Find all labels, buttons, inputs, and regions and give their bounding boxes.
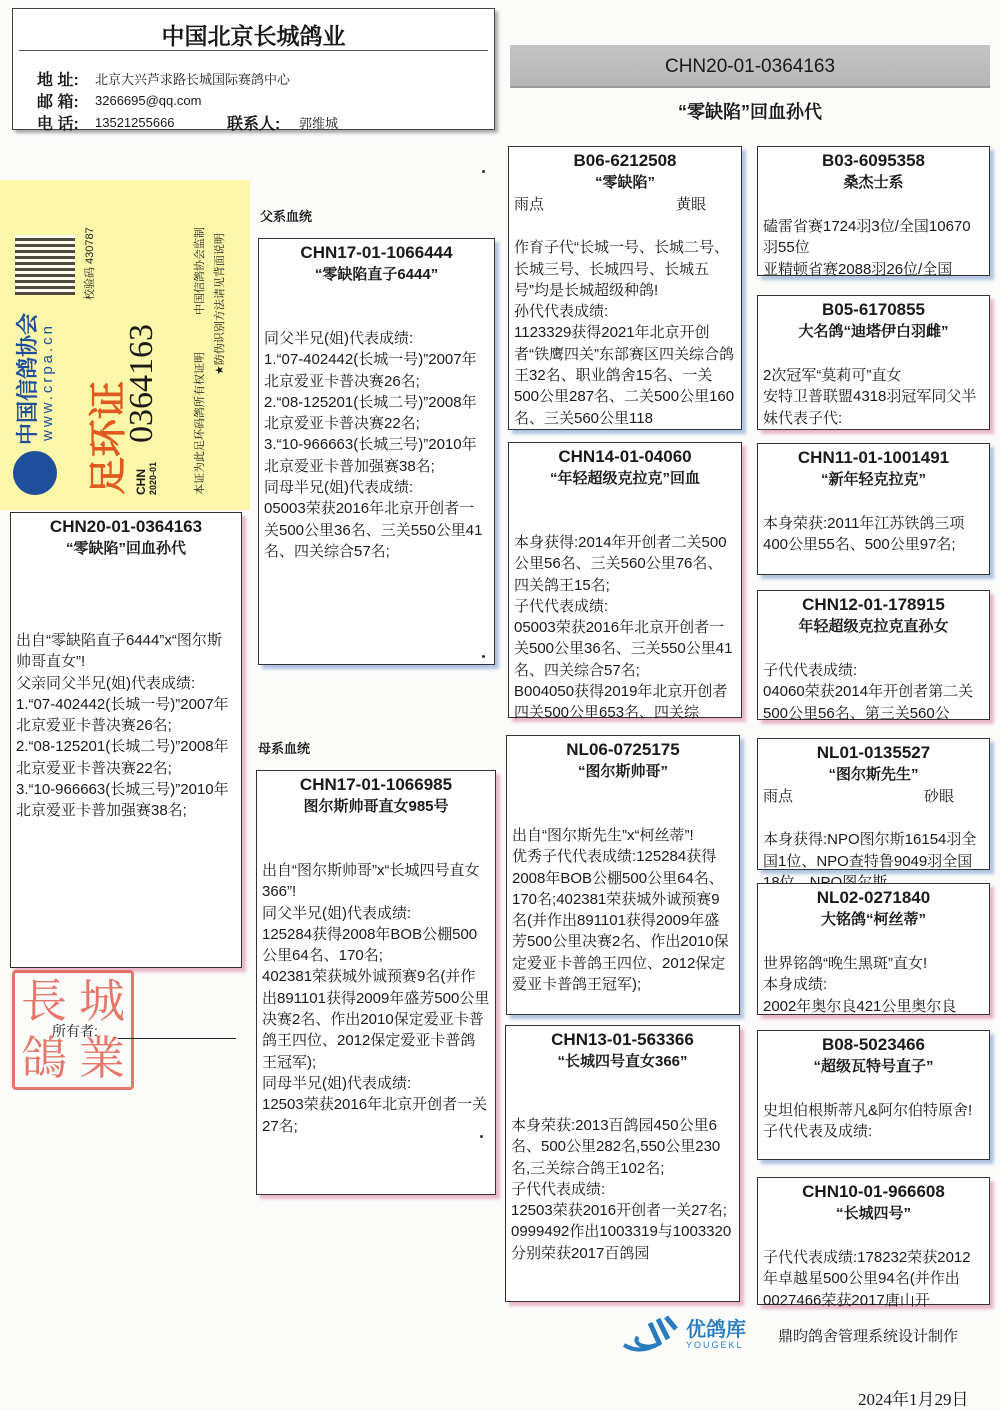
pedigree-card-ddd [757, 1177, 990, 1309]
pigeon-name: “长城四号” [835, 1205, 911, 1222]
record-line: 父亲同父半兄(姐)代表成绩: [16, 674, 196, 692]
record-line: 子代代表及成绩: [763, 1123, 873, 1141]
org-site: www.crpa.cn [39, 322, 56, 441]
record-line: 本身获得:2014年开创者二关500公里56名、三关560公里76名、四关鸽王15名; [514, 534, 727, 594]
pedigree-card-dds [757, 1030, 990, 1160]
pedigree-card-sdd [757, 590, 990, 720]
sire-line-label: 父系血统 [260, 209, 313, 224]
record-line: 安特卫普联盟4318羽冠军同父半妹代表子代: [763, 388, 977, 427]
cert-note-1: 本证为此足环码鸽所有权证明 [194, 352, 206, 495]
logo-name: 优鸽库 [686, 1319, 746, 1341]
record-line: 2.“08-125201(长城二号)”2008年北京爱亚卡普决赛22名; [16, 738, 229, 777]
ring-number-banner: CHN20-01-0364163 [510, 45, 990, 88]
record-line: 同母半兄(姐)代表成绩: [264, 479, 414, 497]
record-line: 子代代表成绩: [763, 662, 858, 679]
ring-id: CHN20-01-0364163 [49, 517, 203, 536]
pedigree-card-sire [258, 238, 495, 665]
record-line: 出自“零缺陷直子6444”x“图尔斯帅哥直女”! [16, 632, 222, 671]
pigeon-name: “零缺陷直子6444” [314, 266, 439, 283]
ring-id: CHN12-01-178915 [802, 595, 945, 614]
pigeon-name: “长城四号直女366” [557, 1053, 688, 1070]
ring-id: B03-6095358 [821, 151, 926, 170]
record-line: 04060荣获2014年开创者第二关500公里56名、第三关560公 [763, 683, 974, 722]
record-line: 出自“图尔斯帅哥”x“长城四号直女366”! [262, 862, 480, 901]
pigeon-name: “零缺陷” [594, 174, 655, 191]
ring-id: B08-5023466 [821, 1035, 926, 1054]
pedigree-card-dsd [757, 883, 990, 1015]
pigeon-name: “图尔斯帅哥” [577, 763, 668, 780]
address-label: 地 址: [37, 72, 79, 89]
maker-credit: 鼎昀鸽舍管理系统设计制作 [778, 1328, 959, 1345]
crpa-logo-icon [13, 451, 57, 495]
email: 3266695@qq.com [95, 93, 202, 108]
pedigree-card-sss [757, 146, 990, 276]
pedigree-card-ssd [757, 295, 990, 430]
pigeon-name: “零缺陷”回血孙代 [65, 540, 186, 557]
breeder-header [12, 8, 495, 133]
record-line: 世界铭鸽“晚生黑斑”直女! [763, 955, 928, 972]
owner-label: 所有者: [52, 1023, 98, 1039]
record-line: 本身荣获:2011年江苏铁鸽三项400公里55名、500公里97名; [763, 515, 965, 554]
ring-id: NL02-0271840 [816, 888, 931, 907]
feather-color: 雨点 [763, 788, 794, 805]
record-line: 作育子代“长城一号、长城二号、长城三号、长城四号、长城五号”均是长城超级种鸽! [514, 239, 729, 299]
yougeku-logo [620, 1315, 746, 1355]
pedigree-card-dss [757, 738, 990, 870]
record-line: 子代代表成绩: [514, 597, 609, 615]
phone: 13521255666 [95, 115, 175, 130]
pigeon-name: 大名鸽“迪塔伊白羽雌” [798, 323, 949, 340]
pigeon-subtitle: “零缺陷”回血孙代 [678, 102, 822, 122]
record-line: 05003荣获2016年北京开创者一关500公里36名、三关550公里41名、四关综合57名; [264, 500, 483, 560]
record-line: 本身获得:NPO图尔斯16154羽全国1位、NPO查特鲁9049羽全国 [763, 831, 977, 870]
record-line: 1.“07-402442(长城一号)”2007年北京爱亚卡普决赛26名; [16, 695, 229, 735]
ring-id: CHN10-01-966608 [802, 1182, 945, 1201]
record-line: 亚精顿省赛2088羽26位/全国 [763, 260, 953, 278]
record-line: 同母半兄(姐)代表成绩: [262, 1074, 412, 1092]
ring-id: CHN13-01-563366 [551, 1030, 694, 1049]
logo-en: YOUGEKL [686, 1340, 744, 1350]
record-line: 磕雷省赛1724羽3位/全国10670羽55位 [763, 218, 971, 257]
ring-prefix: CHN [134, 469, 148, 495]
ring-number: 0364163 [123, 324, 160, 443]
record-line: 05003荣获2016年北京开创者一关500公里36名、三关550公里41名、四关综合57名; [514, 619, 733, 679]
contact-label: 联系人: [227, 116, 281, 133]
ring-id: CHN11-01-1001491 [797, 448, 950, 467]
eye-type: 砂眼 [923, 788, 954, 805]
pigeon-name: “年轻超级克拉克”回血 [549, 470, 700, 487]
record-line: 同父半兄(姐)代表成绩: [264, 330, 414, 347]
ring-year: 2020-01 [148, 461, 158, 495]
record-line: 12503荣获2016年北京开创者一关27名; [262, 1096, 488, 1135]
record-line: 同父半兄(姐)代表成绩: [262, 904, 412, 922]
pedigree-card-subject [10, 512, 242, 968]
record-line: 3.“10-966663(长城三号)”2010年北京爱亚卡普加强赛38名; [16, 781, 229, 820]
record-line: 出自“图尔斯先生”x“柯丝蒂”! [512, 827, 694, 844]
eye-type: 黄眼 [675, 196, 706, 213]
pedigree-card-dam [256, 770, 496, 1195]
record-line: 优秀子代代表成绩:125284获得2008年BOB公棚500公里64名、170名;402381荣获城外诚预赛9名(并作出891101获得2009年盛芳500公里决赛2名、作出2010保定爱亚卡普鸽王四位、2012保定爱亚卡普鸽王冠军); [512, 848, 729, 994]
breeder-title: 中国北京长城鸽业 [19, 9, 488, 51]
ring-certificate [0, 180, 250, 510]
phone-label: 电 话: [37, 116, 79, 133]
ring-id: NL06-0725175 [566, 740, 680, 759]
pigeon-name: “图尔斯先生” [828, 766, 919, 783]
owner-signature-line [118, 1038, 236, 1039]
cert-note-3: ★防伪识别方法请见背面说明 [214, 233, 226, 375]
record-line: 1.“07-402442(长城一号)”2007年北京爱亚卡普决赛26名; [264, 351, 477, 390]
address: 北京大兴芦求路长城国际赛鸽中心 [95, 72, 291, 87]
cert-note-2: 中国信鸽协会监制 [194, 227, 206, 315]
dam-line-label: 母系血统 [258, 741, 311, 756]
pedigree-card-sd [508, 442, 742, 722]
ring-id: CHN14-01-04060 [558, 447, 692, 466]
pigeon-name: 大铭鸽“柯丝蒂” [820, 911, 926, 928]
record-line: 子代代表成绩:178232荣获2012年卓越星500公里94名(并作出0027466荣获2017唐山开 [763, 1249, 971, 1309]
ring-id: CHN17-01-1066444 [300, 243, 453, 262]
record-line: B004050获得2019年北京开创者四关500公里653名、四关综 [514, 683, 728, 722]
record-line: 2002年奥尔良421公里奥尔良 [763, 997, 957, 1015]
pigeon-name: “新年轻克拉克” [820, 471, 926, 488]
record-line: 125284获得2008年BOB公棚500公里64名、170名; [262, 925, 478, 965]
pedigree-card-dd [505, 1025, 740, 1302]
ring-id: NL01-0135527 [816, 743, 931, 762]
record-line: 3.“10-966663(长城三号)”2010年北京爱亚卡普加强赛38名; [264, 436, 477, 475]
record-line: 1123329获得2021年北京开创者“铁鹰四关”东部赛区四关综合鸽王32名、职业鸽舍15名、一关500公里287名、二关500公里160名、三关560公里118 [514, 324, 735, 427]
email-label: 邮 箱: [37, 94, 79, 111]
pigeon-name: “超级瓦特号直子” [813, 1058, 934, 1075]
record-line: 本身成绩: [763, 976, 828, 994]
pedigree-card-ds [506, 735, 740, 1015]
ring-id: B05-6170855 [821, 300, 926, 319]
wave-bird-icon [620, 1315, 680, 1355]
certificate-title: 足环证 [85, 380, 130, 495]
record-line: 本身荣获:2013百鸽园450公里6名、500公里282名,550公里230名,三关综合鸽王102名; [511, 1117, 721, 1177]
check-code: 校验码 430787 [84, 227, 96, 300]
pedigree-card-sds [757, 443, 990, 575]
ring-id: B06-6212508 [573, 151, 677, 170]
qr-code-icon [15, 235, 75, 295]
pigeon-name: 图尔斯帅哥直女985号 [303, 798, 449, 815]
ring-id: CHN17-01-1066985 [299, 775, 453, 794]
org-name: 中国信鸽协会 [15, 312, 40, 445]
pigeon-name: 桑杰士系 [843, 174, 904, 191]
contact: 郭维城 [299, 116, 339, 131]
record-line: 孙代代表成绩: [514, 303, 609, 321]
print-date: 2024年1月29日 [858, 1390, 969, 1409]
feather-color: 雨点 [514, 196, 545, 213]
record-line: 史坦伯根斯蒂凡&阿尔伯特原舍! [763, 1102, 973, 1119]
pedigree-card-ss [508, 146, 742, 430]
owner-seal: 長 城 鴿 業 [12, 970, 134, 1090]
record-line: 12503荣获2016开创者一关27名; [511, 1202, 727, 1220]
record-line: 2次冠军“莫莉可”直女 [763, 367, 902, 384]
record-line: 子代代表成绩: [511, 1180, 606, 1198]
record-line: 402381荣获城外诚预赛9名(并作出891101获得2009年盛芳500公里决赛2名、作出2010保定爱亚卡普鸽王四位、2012保定爱亚卡普鸽王冠军); [262, 968, 490, 1071]
pigeon-name: 年轻超级克拉克直孙女 [798, 618, 949, 635]
record-line: 2.“08-125201(长城二号)”2008年北京爱亚卡普决赛22名; [264, 393, 477, 433]
record-line: 0999492作出1003319与1003320分别荣获2017百鸽园 [511, 1223, 732, 1262]
